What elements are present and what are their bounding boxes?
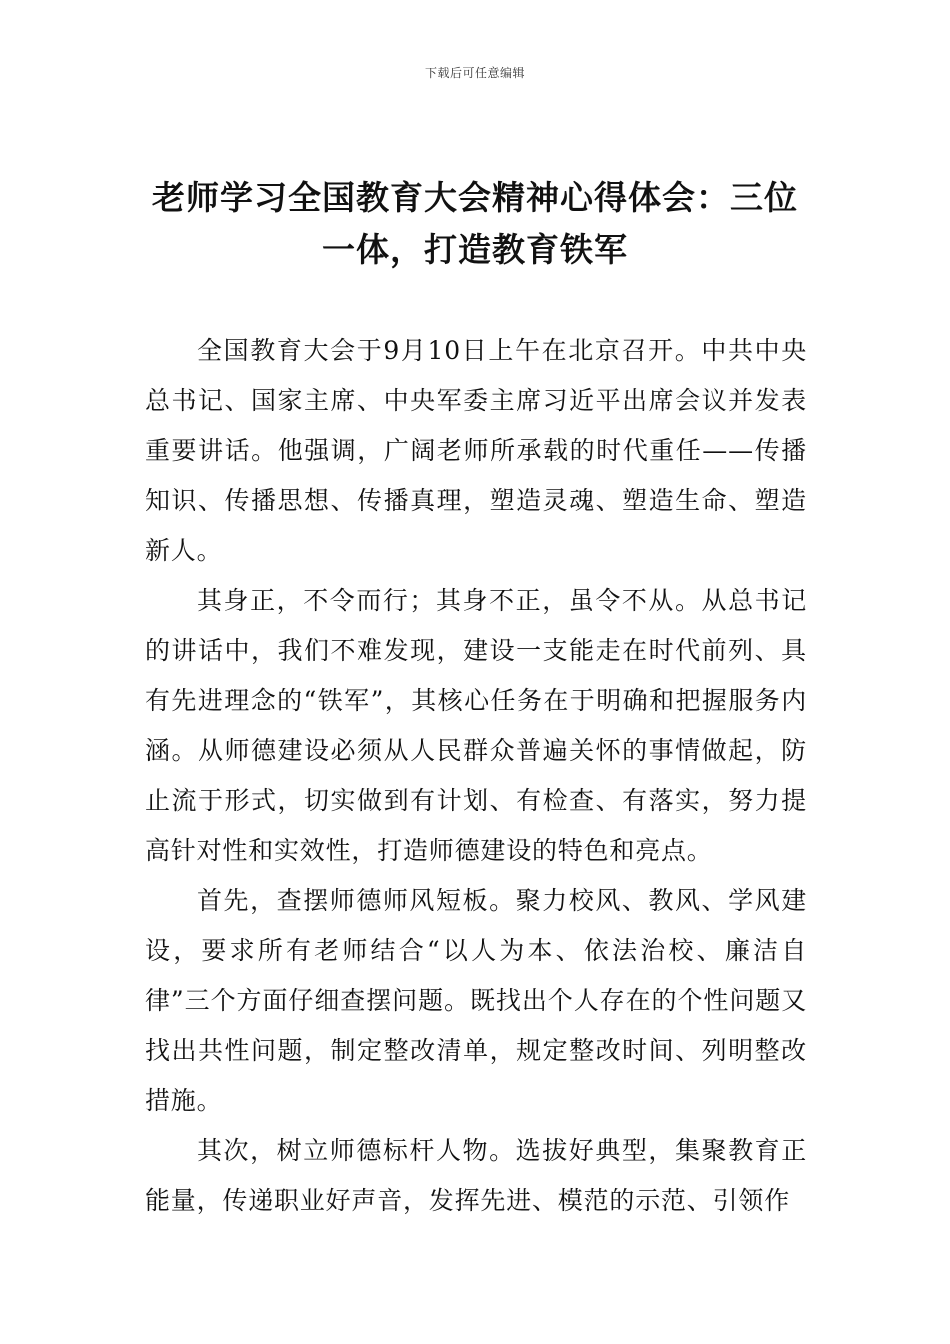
document-body bbox=[145, 326, 807, 1226]
paragraph-1: 全国教育大会于9月10日上午在北京召开。中共中央总书记、国家主席、中央军委主席习近平出席会议并发表重要讲话。他强调，广阔老师所承载的时代重任——传播知识、传播思想、传播真理，塑造灵魂、塑造生命、塑造新人。 bbox=[145, 336, 807, 565]
paragraph-2: 其身正，不令而行；其身不正，虽令不从。从总书记的讲话中，我们不难发现，建设一支能走在时代前列、具有先进理念的“铁军”，其核心任务在于明确和把握服务内涵。从师德建设必须从人民群众普遍关怀的事情做起，防止流于形式，切实做到有计划、有检查、有落实，努力提高针对性和实效性，打造师德建设的特色和亮点。 bbox=[145, 586, 807, 865]
paragraph-4: 其次，树立师德标杆人物。选拔好典型，集聚教育正能量，传递职业好声音，发挥先进、模范的示范、引领作 bbox=[145, 1136, 807, 1215]
page-header: 下载后可任意编辑 bbox=[424, 66, 525, 80]
document-title: 老师学习全国教育大会精神心得体会：三位一体，打造教育铁军 bbox=[152, 178, 798, 269]
paragraph-3: 首先，查摆师德师风短板。聚力校风、教风、学风建设，要求所有老师结合“以人为本、依法治校、廉洁自律”三个方面仔细查摆问题。既找出个人存在的个性问题又找出共性问题，制定整改清单，规定整改时间、列明整改措施。 bbox=[145, 886, 807, 1115]
